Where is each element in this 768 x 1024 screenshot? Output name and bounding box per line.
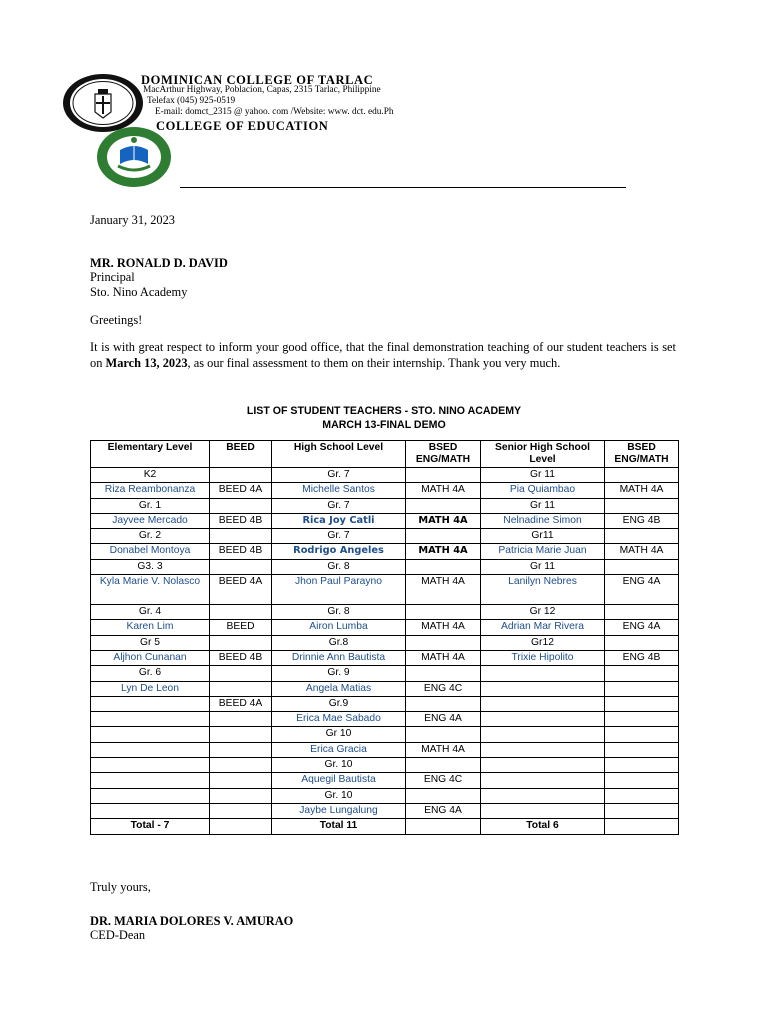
table-cell bbox=[210, 559, 272, 574]
table-cell bbox=[210, 742, 272, 757]
table-cell: Gr.8 bbox=[272, 635, 406, 650]
table-cell: ENG 4A bbox=[605, 575, 679, 605]
table-cell: Gr 5 bbox=[91, 635, 210, 650]
table-cell bbox=[605, 468, 679, 483]
table-cell bbox=[481, 681, 605, 696]
table-cell bbox=[481, 666, 605, 681]
table-row bbox=[91, 773, 679, 788]
table-cell: G3. 3 bbox=[91, 559, 210, 574]
table-cell: BEED 4A bbox=[210, 483, 272, 498]
table-cell bbox=[91, 803, 210, 818]
table-cell: MATH 4A bbox=[605, 544, 679, 559]
table-row bbox=[91, 696, 679, 711]
signatory-title: CED-Dean bbox=[90, 928, 146, 942]
table-cell: ENG 4C bbox=[406, 773, 481, 788]
table-cell bbox=[406, 498, 481, 513]
header-elementary: Elementary Level bbox=[91, 441, 210, 468]
table-cell: Gr. 7 bbox=[272, 468, 406, 483]
table-row bbox=[91, 742, 679, 757]
table-cell bbox=[406, 666, 481, 681]
total-senior-high: Total 6 bbox=[481, 819, 605, 834]
table-cell: Gr11 bbox=[481, 529, 605, 544]
table-cell bbox=[605, 819, 679, 834]
institution-email-website: E-mail: domct_2315 @ yahoo. com /Website: www. dct. edu.Ph bbox=[155, 107, 394, 117]
table-row bbox=[91, 468, 679, 483]
table-row bbox=[91, 575, 679, 605]
table-cell: Gr. 2 bbox=[91, 529, 210, 544]
table-cell bbox=[210, 819, 272, 834]
table-cell bbox=[210, 773, 272, 788]
table-cell bbox=[210, 666, 272, 681]
institution-address: MacArthur Highway, Poblacion, Capas, 2315 Tarlac, Philippine bbox=[143, 85, 381, 95]
table-cell: BEED bbox=[210, 620, 272, 635]
table-cell: Gr. 8 bbox=[272, 605, 406, 620]
table-cell: Gr 11 bbox=[481, 468, 605, 483]
table-cell: Jayvee Mercado bbox=[91, 513, 210, 528]
table-cell bbox=[406, 529, 481, 544]
table-cell bbox=[605, 635, 679, 650]
table-subtitle: MARCH 13-FINAL DEMO bbox=[322, 419, 446, 431]
table-total-row bbox=[91, 819, 679, 834]
table-cell: MATH 4A bbox=[406, 650, 481, 665]
table-cell: Aljhon Cunanan bbox=[91, 650, 210, 665]
table-cell bbox=[605, 605, 679, 620]
table-cell: Rodrigo Angeles bbox=[272, 544, 406, 559]
student-teachers-table bbox=[90, 440, 679, 835]
table-cell: MATH 4A bbox=[406, 620, 481, 635]
table-cell bbox=[406, 727, 481, 742]
table-cell bbox=[605, 681, 679, 696]
table-cell: Lyn De Leon bbox=[91, 681, 210, 696]
table-row bbox=[91, 529, 679, 544]
dominican-college-seal-icon bbox=[62, 73, 144, 133]
table-cell: Aquegil Bautista bbox=[272, 773, 406, 788]
table-cell bbox=[210, 788, 272, 803]
table-cell bbox=[605, 727, 679, 742]
table-cell bbox=[605, 742, 679, 757]
letter-paragraph bbox=[90, 339, 676, 371]
table-cell: ENG 4A bbox=[406, 712, 481, 727]
table-cell: BEED 4B bbox=[210, 544, 272, 559]
header-high-school: High School Level bbox=[272, 441, 406, 468]
paragraph-text-end: , as our final assessment to them on their internship. Thank you very much. bbox=[187, 356, 561, 370]
table-cell: Gr 11 bbox=[481, 559, 605, 574]
table-cell: Nelnadine Simon bbox=[481, 513, 605, 528]
table-header-row bbox=[91, 441, 679, 468]
table-cell: Riza Reambonanza bbox=[91, 483, 210, 498]
table-row bbox=[91, 712, 679, 727]
institution-name: DOMINICAN COLLEGE OF TARLAC bbox=[141, 73, 374, 87]
table-cell bbox=[210, 758, 272, 773]
recipient-name: MR. RONALD D. DAVID bbox=[90, 256, 228, 270]
table-cell: Gr. 6 bbox=[91, 666, 210, 681]
table-cell: ENG 4C bbox=[406, 681, 481, 696]
table-cell bbox=[481, 773, 605, 788]
table-cell bbox=[481, 788, 605, 803]
table-cell: Karen Lim bbox=[91, 620, 210, 635]
table-cell: Gr 10 bbox=[272, 727, 406, 742]
total-high-school: Total 11 bbox=[272, 819, 406, 834]
table-cell bbox=[210, 605, 272, 620]
table-cell: Pia Quiambao bbox=[481, 483, 605, 498]
table-row bbox=[91, 803, 679, 818]
college-of-education-logo-icon bbox=[96, 126, 172, 188]
table-cell bbox=[481, 696, 605, 711]
greeting: Greetings! bbox=[90, 313, 143, 327]
table-cell bbox=[210, 681, 272, 696]
table-cell: BEED 4A bbox=[210, 575, 272, 605]
table-cell: Gr. 1 bbox=[91, 498, 210, 513]
table-cell bbox=[210, 498, 272, 513]
table-cell bbox=[481, 727, 605, 742]
table-cell: Jaybe Lungalung bbox=[272, 803, 406, 818]
table-cell: MATH 4A bbox=[406, 742, 481, 757]
table-cell bbox=[91, 758, 210, 773]
table-row bbox=[91, 498, 679, 513]
letter-date: January 31, 2023 bbox=[90, 213, 175, 227]
table-cell bbox=[605, 696, 679, 711]
table-row bbox=[91, 544, 679, 559]
table-cell bbox=[605, 712, 679, 727]
table-cell: Gr. 10 bbox=[272, 788, 406, 803]
table-cell: K2 bbox=[91, 468, 210, 483]
table-cell bbox=[406, 758, 481, 773]
recipient-title: Principal bbox=[90, 270, 135, 284]
table-cell bbox=[210, 712, 272, 727]
table-cell bbox=[210, 529, 272, 544]
table-cell bbox=[406, 696, 481, 711]
table-cell: Erica Gracia bbox=[272, 742, 406, 757]
table-cell bbox=[91, 696, 210, 711]
table-cell: Gr. 4 bbox=[91, 605, 210, 620]
table-cell: Erica Mae Sabado bbox=[272, 712, 406, 727]
table-cell: Gr12 bbox=[481, 635, 605, 650]
table-cell bbox=[605, 498, 679, 513]
table-cell: Adrian Mar Rivera bbox=[481, 620, 605, 635]
table-cell bbox=[406, 635, 481, 650]
table-cell bbox=[406, 605, 481, 620]
table-cell bbox=[406, 468, 481, 483]
table-cell bbox=[91, 742, 210, 757]
table-cell bbox=[210, 803, 272, 818]
header-beed: BEED bbox=[210, 441, 272, 468]
table-cell: Michelle Santos bbox=[272, 483, 406, 498]
header-divider bbox=[180, 187, 626, 188]
table-cell: Patricia Marie Juan bbox=[481, 544, 605, 559]
table-title: LIST OF STUDENT TEACHERS - STO. NINO ACADEMY bbox=[246, 405, 522, 417]
table-cell bbox=[210, 468, 272, 483]
table-cell bbox=[91, 788, 210, 803]
table-cell: Gr. 9 bbox=[272, 666, 406, 681]
signatory-name: DR. MARIA DOLORES V. AMURAO bbox=[90, 914, 294, 928]
table-cell: BEED 4A bbox=[210, 696, 272, 711]
table-cell: Jhon Paul Parayno bbox=[272, 575, 406, 605]
table-cell bbox=[210, 635, 272, 650]
table-cell: ENG 4B bbox=[605, 650, 679, 665]
table-cell: Airon Lumba bbox=[272, 620, 406, 635]
table-row bbox=[91, 727, 679, 742]
table-cell: Rica Joy Catli bbox=[272, 513, 406, 528]
table-cell: Kyla Marie V. Nolasco bbox=[91, 575, 210, 605]
table-row bbox=[91, 681, 679, 696]
table-cell: Gr. 7 bbox=[272, 529, 406, 544]
table-cell: MATH 4A bbox=[406, 483, 481, 498]
table-cell: Drinnie Ann Bautista bbox=[272, 650, 406, 665]
institution-telefax: Telefax (045) 925-0519 bbox=[147, 96, 236, 106]
table-cell: Gr 12 bbox=[481, 605, 605, 620]
table-cell: MATH 4A bbox=[605, 483, 679, 498]
demo-date: March 13, 2023 bbox=[105, 356, 188, 370]
table-cell bbox=[91, 712, 210, 727]
table-row bbox=[91, 788, 679, 803]
table-cell: Lanilyn Nebres bbox=[481, 575, 605, 605]
table-cell: MATH 4A bbox=[406, 544, 481, 559]
header-bsed-1: BSED ENG/MATH bbox=[406, 441, 481, 468]
table-row bbox=[91, 605, 679, 620]
table-cell bbox=[605, 559, 679, 574]
recipient-organization: Sto. Nino Academy bbox=[90, 285, 188, 299]
table-cell: BEED 4B bbox=[210, 513, 272, 528]
table-cell bbox=[605, 666, 679, 681]
table-cell bbox=[605, 803, 679, 818]
table-row bbox=[91, 620, 679, 635]
table-cell: ENG 4A bbox=[406, 803, 481, 818]
table-row bbox=[91, 513, 679, 528]
table-row bbox=[91, 635, 679, 650]
table-cell bbox=[406, 788, 481, 803]
table-cell: Angela Matias bbox=[272, 681, 406, 696]
header-bsed-2: BSED ENG/MATH bbox=[605, 441, 679, 468]
table-cell bbox=[210, 727, 272, 742]
table-cell: Gr. 10 bbox=[272, 758, 406, 773]
table-cell: MATH 4A bbox=[406, 513, 481, 528]
table-row bbox=[91, 666, 679, 681]
closing: Truly yours, bbox=[90, 880, 151, 894]
table-cell: BEED 4B bbox=[210, 650, 272, 665]
table-cell bbox=[605, 773, 679, 788]
table-cell bbox=[406, 819, 481, 834]
table-row bbox=[91, 650, 679, 665]
header-senior-high: Senior High School Level bbox=[481, 441, 605, 468]
table-cell: Gr.9 bbox=[272, 696, 406, 711]
paragraph-text-start: It is with great respect to inform your good office, that the final demonstration teaching of our student teachers is set on bbox=[90, 340, 676, 370]
table-cell bbox=[91, 727, 210, 742]
table-cell bbox=[481, 712, 605, 727]
table-cell: MATH 4A bbox=[406, 575, 481, 605]
table-row bbox=[91, 758, 679, 773]
table-cell bbox=[481, 803, 605, 818]
table-cell: ENG 4B bbox=[605, 513, 679, 528]
table-cell: Gr 11 bbox=[481, 498, 605, 513]
table-cell bbox=[605, 788, 679, 803]
table-cell: ENG 4A bbox=[605, 620, 679, 635]
table-row bbox=[91, 559, 679, 574]
table-cell: Gr. 7 bbox=[272, 498, 406, 513]
table-cell: Gr. 8 bbox=[272, 559, 406, 574]
table-cell bbox=[91, 773, 210, 788]
table-cell: Donabel Montoya bbox=[91, 544, 210, 559]
total-elementary: Total - 7 bbox=[91, 819, 210, 834]
table-cell bbox=[605, 529, 679, 544]
table-cell bbox=[481, 758, 605, 773]
table-cell bbox=[605, 758, 679, 773]
table-cell: Trixie Hipolito bbox=[481, 650, 605, 665]
college-name: COLLEGE OF EDUCATION bbox=[156, 119, 329, 133]
table-cell bbox=[481, 742, 605, 757]
table-row bbox=[91, 483, 679, 498]
table-cell bbox=[406, 559, 481, 574]
